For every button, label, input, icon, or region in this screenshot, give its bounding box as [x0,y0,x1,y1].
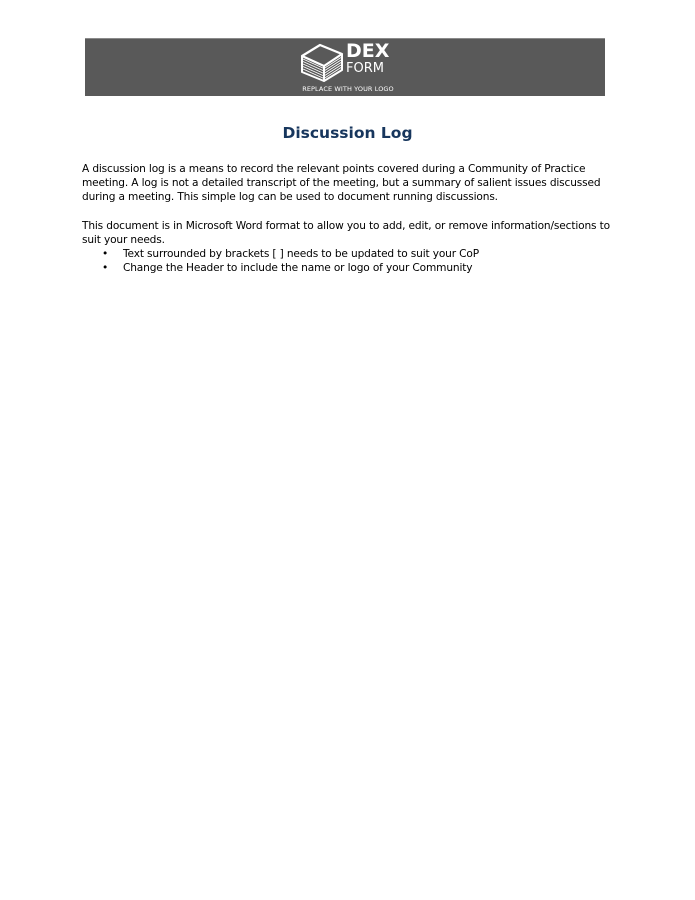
list-item [82,247,612,261]
logo [298,41,398,95]
bullet-icon: • [102,262,109,274]
list-item-text: Text surrounded by brackets [ ] needs to be updated to suit your CoP [123,248,479,260]
format-paragraph: This document is in Microsoft Word format to allow you to add, edit, or remove information/sections to suit your needs. [82,220,610,246]
list-item-text: Change the Header to include the name or logo of your Community [123,262,473,274]
logo-wordmark [346,42,389,75]
logo-tagline: REPLACE WITH YOUR LOGO [302,85,394,93]
bullet-icon: • [102,248,109,260]
header-logo-banner [85,38,605,96]
intro-paragraph: A discussion log is a means to record the relevant points covered during a Community of Practice meeting. A log is not a detailed transcript of the meeting, but a summary of salient issues discussed during a meeting. This simple log can be used to document running discussions. [82,163,601,203]
logo-line-1: DEX [346,40,390,62]
logo-line-2: FORM [346,61,384,76]
list-item [82,261,612,275]
instructions-list [82,247,612,275]
document-title: Discussion Log [282,124,413,142]
paper-stack-icon [300,42,344,82]
